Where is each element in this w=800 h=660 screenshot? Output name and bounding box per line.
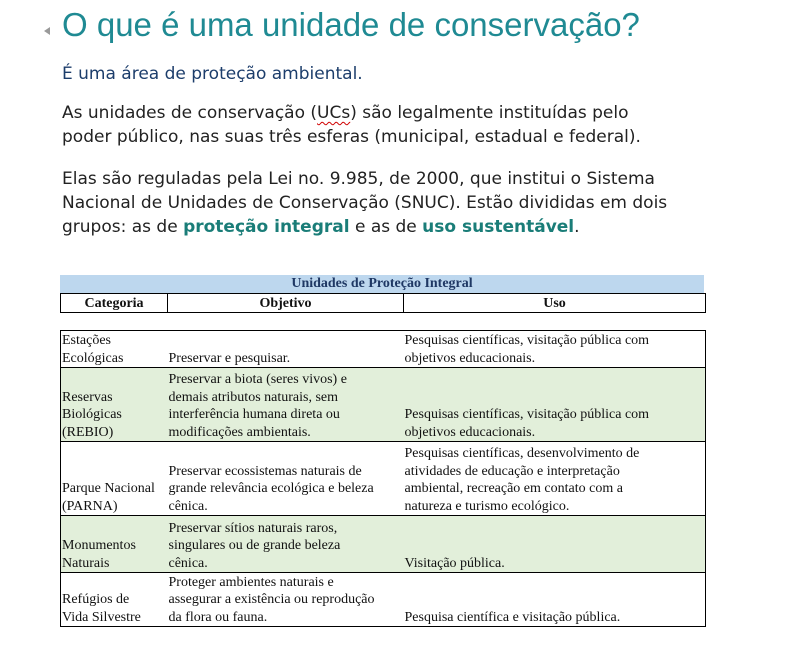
paragraph-ucs-line-2: poder público, nas suas três esferas (municipal, estadual e federal). bbox=[62, 127, 641, 147]
cell-line: cênica. bbox=[168, 498, 208, 514]
cell-line: objetivos educacionais. bbox=[404, 350, 536, 366]
paragraph-ucs bbox=[62, 101, 641, 149]
cell-line: da flora ou fauna. bbox=[168, 609, 268, 625]
cell-line: grande relevância ecológica e beleza bbox=[168, 481, 374, 496]
cell-line: Monumentos bbox=[62, 538, 136, 553]
table-title: Unidades de Proteção Integral bbox=[60, 275, 704, 293]
cell-uso bbox=[404, 573, 706, 627]
cell-line: cênica. bbox=[168, 555, 208, 571]
cell-line: objetivos educacionais. bbox=[404, 424, 536, 440]
cell-line: interferência humana direta ou bbox=[168, 407, 340, 422]
paragraph-ucs-line-1: As unidades de conservação (UCs) são legalmente instituídas pelo bbox=[62, 103, 629, 123]
cell-line: Preservar a biota (seres vivos) e bbox=[168, 372, 347, 387]
cell-objetivo bbox=[168, 516, 404, 573]
cell-objetivo bbox=[168, 573, 404, 627]
table-row bbox=[61, 573, 706, 627]
cell-line: Preservar sítios naturais raros, bbox=[168, 520, 338, 536]
slide-title: O que é uma unidade de conservação? bbox=[62, 6, 640, 43]
cell-objetivo bbox=[168, 442, 404, 516]
table-row bbox=[61, 368, 706, 442]
cell-line: Reservas bbox=[62, 389, 113, 405]
cell-line: Estações bbox=[62, 333, 111, 348]
cell-line: Pesquisas científicas, visitação pública com bbox=[404, 333, 650, 348]
cell-line: Vida Silvestre bbox=[62, 609, 141, 625]
bullet-arrow-icon bbox=[44, 27, 50, 35]
cell-categoria bbox=[61, 368, 168, 442]
cell-line: (PARNA) bbox=[62, 498, 118, 514]
paragraph-snuc-line-3: grupos: as de proteção integral e as de uso sustentável. bbox=[62, 217, 580, 237]
cell-line: modificações ambientais. bbox=[168, 424, 311, 440]
cell-line: Preservar ecossistemas naturais de bbox=[168, 463, 362, 479]
cell-line: Parque Nacional bbox=[62, 481, 155, 496]
paragraph-snuc-line-1: Elas são reguladas pela Lei no. 9.985, de 2000, que institui o Sistema bbox=[62, 169, 655, 189]
cell-line: Naturais bbox=[62, 555, 110, 571]
table-row bbox=[61, 516, 706, 573]
cell-categoria bbox=[61, 442, 168, 516]
cell-line: natureza e turismo ecológico. bbox=[404, 498, 570, 514]
cell-line: Visitação pública. bbox=[404, 555, 505, 571]
table-body bbox=[60, 330, 706, 627]
cell-line: Proteger ambientes naturais e bbox=[168, 574, 334, 590]
cell-categoria bbox=[61, 516, 168, 573]
ucs-spellcheck-word: UCs bbox=[317, 103, 351, 123]
cell-line: atividades de educação e interpretação bbox=[404, 463, 620, 479]
cell-line: Biológicas bbox=[62, 407, 122, 422]
cell-categoria bbox=[61, 573, 168, 627]
cell-line: Pesquisas científicas, visitação pública com bbox=[404, 407, 650, 422]
cell-uso bbox=[404, 516, 706, 573]
cell-objetivo bbox=[168, 368, 404, 442]
header-categoria: Categoria bbox=[61, 294, 168, 313]
cell-line: Pesquisa científica e visitação pública. bbox=[404, 609, 621, 625]
cell-line: Preservar e pesquisar. bbox=[168, 350, 291, 366]
header-objetivo: Objetivo bbox=[168, 294, 404, 313]
paragraph-snuc-line-2: Nacional de Unidades de Conservação (SNUC). Estão divididas em dois bbox=[62, 193, 668, 213]
cell-line: (REBIO) bbox=[62, 424, 114, 440]
cell-objetivo bbox=[168, 331, 404, 368]
highlight-protecao-integral: proteção integral bbox=[183, 217, 350, 237]
table-row bbox=[61, 331, 706, 368]
cell-line: ambiental, recreação em contato com a bbox=[404, 481, 623, 496]
cell-line: Pesquisas científicas, desenvolvimento de bbox=[404, 446, 640, 461]
highlight-uso-sustentavel: uso sustentável bbox=[422, 217, 575, 237]
slide-subtitle: É uma área de proteção ambiental. bbox=[62, 64, 363, 84]
cell-uso bbox=[404, 442, 706, 516]
table-header bbox=[60, 293, 706, 313]
header-uso: Uso bbox=[404, 294, 706, 313]
cell-line: Refúgios de bbox=[62, 592, 130, 607]
cell-line: demais atributos naturais, sem bbox=[168, 389, 339, 405]
cell-line: assegurar a existência ou reprodução bbox=[168, 592, 375, 607]
cell-categoria bbox=[61, 331, 168, 368]
table-row bbox=[61, 442, 706, 516]
paragraph-snuc bbox=[62, 167, 667, 239]
cell-uso bbox=[404, 331, 706, 368]
cell-line: singulares ou de grande beleza bbox=[168, 538, 341, 553]
cell-uso bbox=[404, 368, 706, 442]
cell-line: Ecológicas bbox=[62, 350, 124, 366]
